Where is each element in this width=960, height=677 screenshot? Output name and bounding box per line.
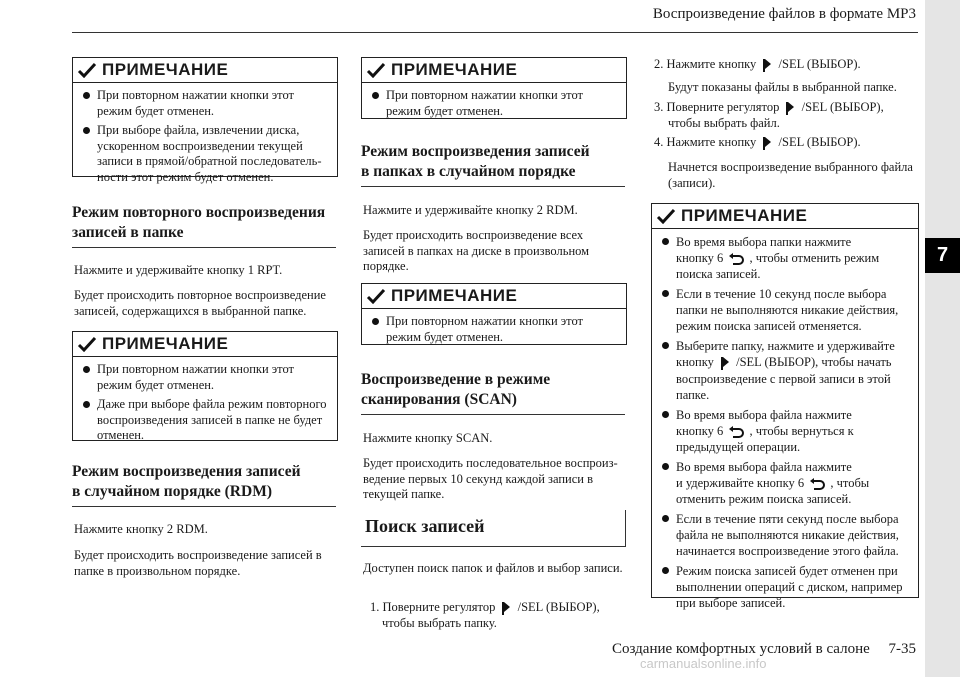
step-item	[654, 100, 916, 132]
note-item	[660, 234, 912, 282]
note-item: При повторном нажатии кнопки этот режим будет отменен.	[81, 362, 331, 393]
note-item	[660, 459, 912, 507]
paragraph: Нажмите кнопку SCAN.	[363, 431, 493, 445]
pencil-check-icon	[366, 288, 386, 304]
note-header	[362, 284, 626, 309]
note-item: Даже при выборе файла режим повторного воспроизведения записей в папке не будет отменен.	[81, 397, 331, 444]
step-item	[654, 57, 916, 73]
step-text: /SEL (ВЫБОР).	[778, 135, 861, 149]
note-header	[652, 204, 918, 229]
step-result: Начнется воспроизведение выбранного файла (записи).	[668, 160, 913, 190]
step-result: Будут показаны файлы в выбранной папке.	[668, 80, 897, 94]
note-text: Выберите папку, нажмите и удерживайте	[676, 339, 895, 353]
pencil-check-icon	[656, 208, 676, 224]
note-text: , чтобы отменить режим поиска записей.	[676, 476, 870, 507]
chapter-tab-bar	[925, 0, 960, 677]
heading-line: Режим воспроизведения записей	[72, 463, 301, 480]
heading-line: в случайном порядке (RDM)	[72, 483, 272, 500]
step-text: /SEL (ВЫБОР).	[778, 57, 861, 71]
page-header-title: Воспроизведение файлов в формате MP3	[652, 6, 916, 22]
note-item	[660, 338, 912, 403]
pencil-check-icon	[366, 62, 386, 78]
step-text: чтобы выбрать папку.	[382, 616, 497, 631]
note-header	[362, 58, 626, 83]
header-rule	[72, 32, 918, 33]
watermark: carmanualsonline.info	[640, 656, 767, 671]
note-item: Режим поиска записей будет отменен при выполнении операций с диском, например при выборе записей.	[660, 563, 912, 611]
heading-line: Режим повторного воспроизведения	[72, 204, 326, 221]
section-heading-boxed: Поиск записей	[361, 510, 626, 547]
section-heading	[72, 462, 336, 507]
section-heading	[361, 370, 625, 415]
note-box	[361, 57, 627, 119]
note-text: , чтобы отменить режим поиска записей.	[676, 251, 880, 281]
note-label: ПРИМЕЧАНИЕ	[102, 334, 229, 353]
note-text: кнопку	[676, 355, 714, 369]
chapter-tab[interactable]: 7	[925, 238, 960, 273]
back-arrow-icon	[728, 426, 744, 438]
note-item: Если в течение 10 секунд после выбора папки не выполняются никакие действия, режим поиска записей отменяется.	[660, 286, 912, 334]
step-text: 2. Нажмите кнопку	[654, 57, 757, 71]
note-label: ПРИМЕЧАНИЕ	[391, 60, 518, 79]
step-text: чтобы выбрать файл.	[668, 116, 780, 131]
paragraph: Будет происходить повторное воспроизведение записей, содержащихся в выбранной папке.	[74, 288, 326, 318]
heading-line: Воспроизведение в режиме	[361, 371, 551, 388]
note-item: При повторном нажатии кнопки этот режим будет отменен.	[370, 88, 620, 119]
note-item: При повторном нажатии кнопки этот режим будет отменен.	[370, 314, 620, 345]
music-note-icon	[500, 600, 512, 616]
note-box	[361, 283, 627, 345]
step-text: /SEL (ВЫБОР),	[517, 600, 600, 614]
note-label: ПРИМЕЧАНИЕ	[102, 60, 229, 79]
note-label: ПРИМЕЧАНИЕ	[391, 286, 518, 305]
note-item: При повторном нажатии кнопки этот режим будет отменен.	[81, 88, 331, 119]
note-text: , чтобы вернуться к предыдущей операции.	[676, 424, 854, 455]
music-note-icon	[784, 100, 796, 116]
page-footer: Создание комфортных условий в салоне 7-35	[612, 641, 916, 657]
section-heading	[72, 203, 336, 248]
step-text: 4. Нажмите кнопку	[654, 135, 757, 149]
note-text: Во время выбора файла нажмите	[676, 460, 852, 475]
paragraph: Будет происходить последовательное воспроизведение первых 10 секунд каждой записи в текущей папке.	[363, 456, 618, 501]
note-header	[73, 332, 337, 357]
note-box	[651, 203, 919, 611]
paragraph: Нажмите кнопку 2 RDM.	[74, 522, 208, 536]
pencil-check-icon	[77, 62, 97, 78]
note-box	[72, 331, 338, 441]
music-note-icon	[761, 57, 773, 73]
section-heading	[361, 142, 625, 187]
pencil-check-icon	[77, 336, 97, 352]
paragraph: Нажмите и удерживайте кнопку 2 RDM.	[363, 203, 578, 217]
note-text: /SEL (ВЫБОР), чтобы начать воспроизведение с первой записи в этой папке.	[676, 355, 892, 403]
step-text: 1. Поверните регулятор	[370, 600, 496, 614]
paragraph: Будет происходить воспроизведение записей в папке в произвольном порядке.	[74, 548, 322, 578]
heading-line: Режим воспроизведения записей	[361, 143, 590, 160]
note-text: Во время выбора файла нажмите	[676, 408, 852, 423]
heading-line: в папках в случайном порядке	[361, 163, 576, 180]
note-text: кнопку 6	[676, 424, 724, 439]
back-arrow-icon	[809, 478, 825, 490]
paragraph: Нажмите и удерживайте кнопку 1 RPT.	[74, 263, 283, 277]
note-text: кнопку 6	[676, 251, 724, 265]
music-note-icon	[719, 355, 731, 371]
note-item: При выборе файла, извлечении диска, ускоренном воспроизведении текущей записи в прямой/обратной последовательности этот режим будет отменен.	[81, 123, 331, 185]
heading-line: сканирования (SCAN)	[361, 391, 517, 408]
step-item	[370, 600, 628, 632]
heading-line: записей в папке	[72, 224, 184, 241]
step-text: 3. Поверните регулятор	[654, 100, 780, 114]
note-header	[73, 58, 337, 83]
back-arrow-icon	[728, 253, 744, 265]
note-label: ПРИМЕЧАНИЕ	[681, 206, 808, 225]
step-item	[654, 135, 916, 151]
paragraph: Доступен поиск папок и файлов и выбор записи.	[363, 561, 623, 575]
note-item: Если в течение пяти секунд после выбора файла не выполняются никакие действия, начинается воспроизведение этого файла.	[660, 511, 912, 559]
step-text: /SEL (ВЫБОР),	[801, 100, 884, 114]
note-text: Во время выбора папки нажмите	[676, 235, 852, 249]
paragraph: Будет происходить воспроизведение всех записей в папках на диске в произвольном порядке.	[363, 228, 590, 273]
note-box	[72, 57, 338, 184]
note-text: и удерживайте кнопку 6	[676, 476, 805, 491]
note-item	[660, 407, 912, 455]
music-note-icon	[761, 135, 773, 151]
